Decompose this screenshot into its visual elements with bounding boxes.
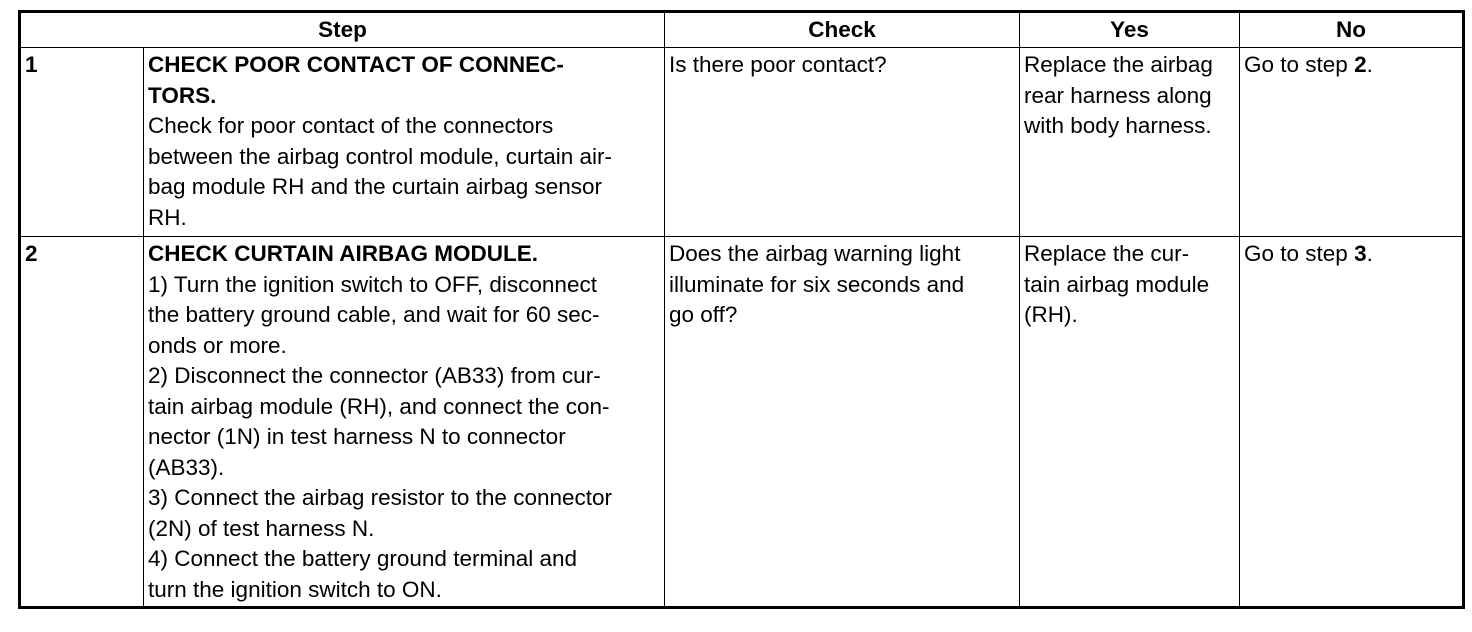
step-body-line: 2) Disconnect the connector (AB33) from cur- (148, 363, 601, 388)
no-cell (1240, 48, 1464, 237)
check-cell (665, 48, 1020, 237)
yes-line: tain airbag module (1024, 271, 1210, 297)
step-body-line: 4) Connect the battery ground terminal and (148, 546, 578, 571)
check-line: Does the airbag warning light (669, 241, 961, 266)
step-body-line: the battery ground cable, and wait for 60 sec- (148, 302, 600, 327)
header-check: Check (665, 12, 1020, 48)
yes-cell (1020, 237, 1240, 608)
no-prefix: Go to step (1244, 52, 1355, 77)
step-description (144, 48, 665, 237)
step-body-line: nector (1N) in test harness N to connector (148, 424, 566, 449)
yes-line: (RH). (1024, 302, 1078, 327)
step-body-line: (2N) of test harness N. (148, 515, 375, 541)
yes-line: rear harness along (1024, 82, 1212, 108)
check-cell (665, 237, 1020, 608)
step-body-line: between the airbag control module, curtain air- (148, 143, 613, 169)
step-body-line: bag module RH and the curtain airbag sensor (148, 174, 603, 199)
step-title-line: CHECK CURTAIN AIRBAG MODULE. (148, 241, 538, 266)
yes-line: Replace the cur- (1024, 241, 1190, 266)
step-description (144, 237, 665, 608)
no-step-number: 3 (1354, 241, 1367, 266)
step-body-line: turn the ignition switch to ON. (148, 576, 442, 602)
no-step-number: 2 (1354, 52, 1367, 77)
step-title-line: TORS. (148, 82, 217, 108)
diagnostic-table (18, 10, 1465, 609)
no-suffix: . (1366, 241, 1373, 266)
step-title-line: CHECK POOR CONTACT OF CONNEC- (148, 52, 564, 77)
step-body-line: 1) Turn the ignition switch to OFF, disconnect (148, 271, 597, 297)
no-cell (1240, 237, 1464, 608)
check-line: illuminate for six seconds and (669, 271, 965, 297)
no-suffix: . (1366, 52, 1373, 77)
header-yes: Yes (1020, 12, 1240, 48)
step-body-line: onds or more. (148, 332, 287, 358)
no-prefix: Go to step (1244, 241, 1355, 266)
step-body-line: 3) Connect the airbag resistor to the connector (148, 485, 613, 510)
yes-line: Replace the airbag (1024, 52, 1213, 77)
yes-cell (1020, 48, 1240, 237)
check-line: go off? (669, 302, 738, 327)
step-body-line: tain airbag module (RH), and connect the con- (148, 393, 610, 419)
header-step: Step (20, 12, 665, 48)
step-body-line: Check for poor contact of the connectors (148, 113, 554, 138)
table-row (20, 237, 1464, 608)
step-number: 1 (20, 48, 144, 237)
table-row (20, 48, 1464, 237)
step-body-line: (AB33). (148, 454, 225, 480)
step-number: 2 (20, 237, 144, 608)
header-row (20, 12, 1464, 48)
step-body-line: RH. (148, 204, 187, 230)
check-line: Is there poor contact? (669, 52, 887, 77)
header-no: No (1240, 12, 1464, 48)
yes-line: with body harness. (1024, 113, 1212, 138)
